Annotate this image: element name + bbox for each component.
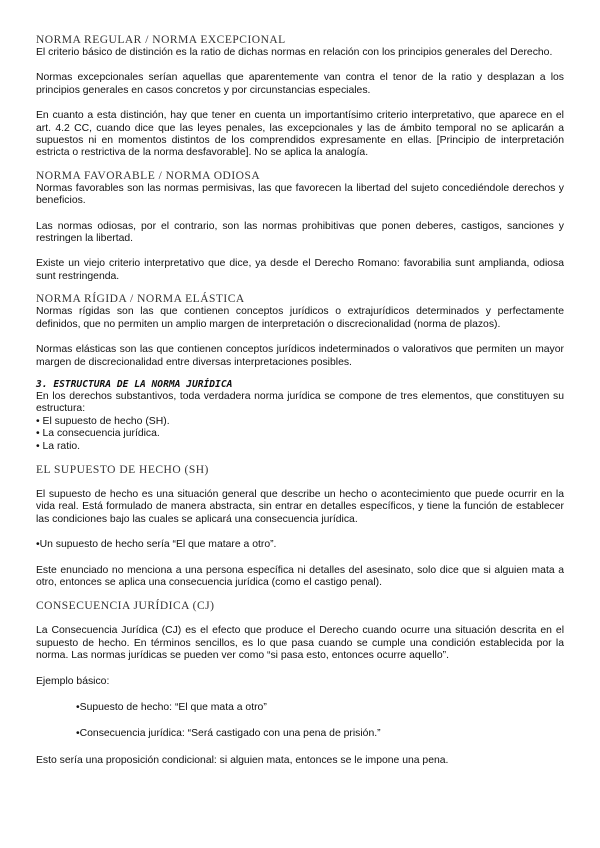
- paragraph: Las normas odiosas, por el contrario, son las normas prohibitivas que ponen deberes, castigos, sanciones y restringen la libertad.: [36, 220, 564, 245]
- paragraph: Existe un viejo criterio interpretativo que dice, ya desde el Derecho Romano: favorabilia sunt amplianda, odiosa sunt restringenda.: [36, 258, 564, 282]
- paragraph: El criterio básico de distinción es la ratio de dichas normas en relación con los principios generales del Derecho.: [36, 47, 553, 58]
- list-item: • La ratio.: [36, 440, 81, 452]
- paragraph: El supuesto de hecho es una situación general que describe un hecho o acontecimiento que puede ocurrir en la vida real. Está formulado de manera abstracta, sin entrar en detalles específicos, y tiene la función de establecer las condiciones bajo las cuales se aplicará una consecuencia jurídica.: [36, 488, 564, 525]
- paragraph: Este enunciado no menciona a una persona específica ni detalles del asesinato, solo dice que si alguien mata a otro, entonces se aplica una consecuencia jurídica (como el castigo penal).: [36, 564, 564, 588]
- paragraph: Ejemplo básico:: [36, 675, 110, 687]
- heading-norma-regular: NORMA REGULAR / NORMA EXCEPCIONAL: [36, 34, 286, 46]
- paragraph: Normas favorables son las normas permisivas, las que favorecen la libertad del sujeto concediéndole derechos y beneficios.: [36, 182, 564, 207]
- paragraph: Normas elásticas son las que contienen conceptos jurídicos indeterminados o valorativos que permiten un mayor margen de discrecionalidad entre diversas interpretaciones posibles.: [36, 344, 564, 368]
- example-item: •Consecuencia jurídica: “Será castigado con una pena de prisión.”: [76, 728, 381, 740]
- list-item: • El supuesto de hecho (SH).: [36, 415, 170, 427]
- paragraph: Normas rígidas son las que contienen conceptos jurídicos o extrajurídicos determinados y perfectamente definidos, que no permiten un amplio margen de interpretación o discrecionalidad (norma de plazos).: [36, 306, 564, 330]
- paragraph: La Consecuencia Jurídica (CJ) es el efecto que produce el Derecho cuando ocurre una situación descrita en el supuesto de hecho. En términos sencillos, es lo que pasa cuando se cumple una condición establecida por la norma. Las normas jurídicas se pueden ver como “si pasa esto, entonces ocurre aquello”.: [36, 625, 564, 662]
- paragraph: En cuanto a esta distinción, hay que tener en cuenta un importantísimo criterio interpretativo, que aparece en el art. 4.2 CC, cuando dice que las leyes penales, las excepcionales y las de ámbito temporal no se aplicarán a supuestos ni en momentos distintos de los comprendidos expresamente en ellas. [Principio de interpretación estricta o restrictiva de la norma desfavorable]. No se aplica la analogía.: [36, 110, 564, 159]
- heading-consecuencia-juridica: CONSECUENCIA JURÍDICA (CJ): [36, 600, 215, 613]
- heading-norma-favorable: NORMA FAVORABLE / NORMA ODIOSA: [36, 169, 261, 182]
- paragraph: •Un supuesto de hecho sería “El que matare a otro”.: [36, 539, 277, 551]
- example-item: •Supuesto de hecho: “El que mata a otro”: [76, 702, 267, 713]
- heading-estructura: 3. ESTRUCTURA DE LA NORMA JURÍDICA: [36, 378, 233, 390]
- paragraph: En los derechos substantivos, toda verdadera norma jurídica se compone de tres elementos, que constituyen su estructura:: [36, 390, 564, 415]
- heading-norma-rigida: NORMA RÍGIDA / NORMA ELÁSTICA: [36, 293, 245, 306]
- heading-supuesto-hecho: EL SUPUESTO DE HECHO (SH): [36, 463, 209, 476]
- document-page: [36, 34, 564, 767]
- paragraph: Esto sería una proposición condicional: si alguien mata, entonces se le impone una pena.: [36, 754, 449, 766]
- list-item: • La consecuencia jurídica.: [36, 428, 160, 440]
- paragraph: Normas excepcionales serían aquellas que aparentemente van contra el tenor de la ratio y desplazan a los principios generales en casos concretos y por circunstancias especiales.: [36, 72, 564, 96]
